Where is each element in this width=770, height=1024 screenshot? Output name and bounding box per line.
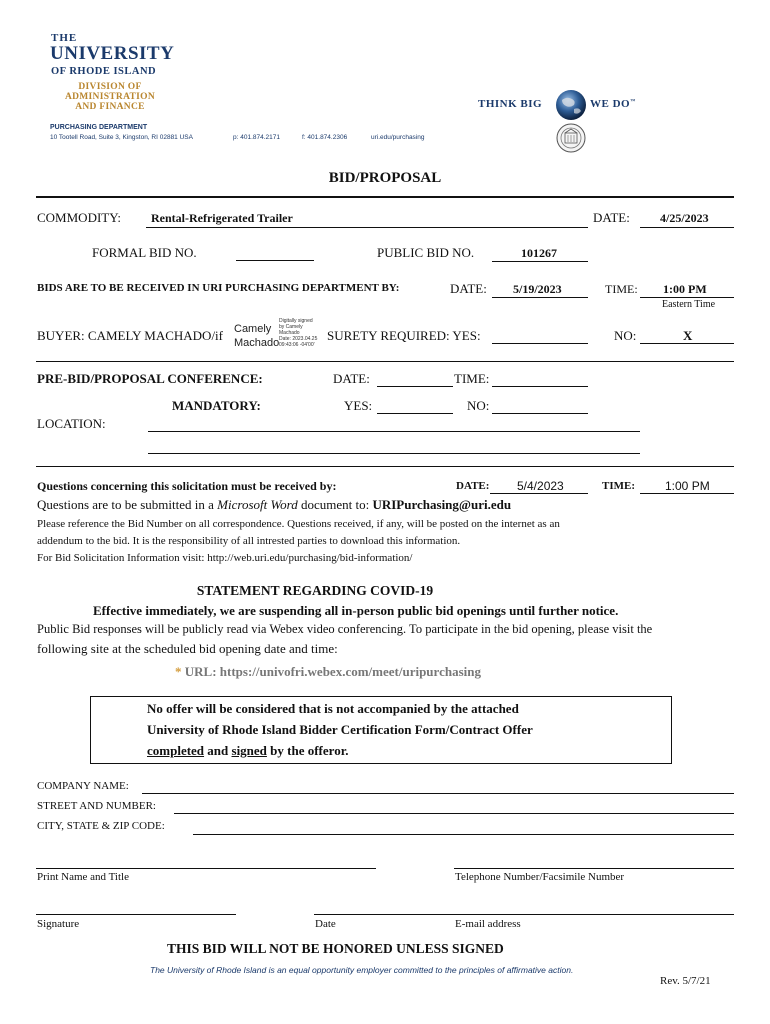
notice-line-3 bbox=[147, 743, 349, 759]
questions-date-value: 5/4/2023 bbox=[517, 479, 564, 493]
deadline-date-label: DATE: bbox=[450, 281, 487, 296]
signature-detail-3: Machado bbox=[279, 330, 300, 336]
buyer-label: BUYER: CAMELY MACHADO/if bbox=[37, 328, 223, 343]
buyer-divider bbox=[36, 361, 734, 362]
department-address: 10 Tootell Road, Suite 3, Kingston, RI 02881 USA bbox=[50, 134, 193, 141]
signature-name-2: Machado bbox=[234, 337, 280, 349]
street-field[interactable] bbox=[174, 813, 734, 814]
surety-label: SURETY REQUIRED: YES: bbox=[327, 328, 481, 343]
url-star: * bbox=[175, 664, 182, 679]
date-email-field[interactable] bbox=[314, 914, 734, 915]
division-line-1: DIVISION OF bbox=[78, 82, 142, 92]
logo-of-rhode-island: OF RHODE ISLAND bbox=[51, 66, 157, 77]
globe-icon bbox=[554, 88, 588, 122]
mandatory-no-line bbox=[492, 413, 588, 414]
covid-body-1: Public Bid responses will be publicly read via Webex video conferencing. To participate in the bid opening, please visit the bbox=[37, 622, 653, 636]
location-label: LOCATION: bbox=[37, 416, 106, 431]
submit-text-mid: document to: bbox=[297, 497, 373, 512]
logo-division bbox=[58, 82, 162, 112]
department-phone: p: 401.874.2171 bbox=[233, 134, 280, 141]
deadline-timezone: Eastern Time bbox=[662, 299, 716, 310]
signature-name-1: Camely bbox=[234, 323, 272, 335]
notice-and: and bbox=[204, 743, 232, 758]
commodity-date-label: DATE: bbox=[593, 210, 630, 225]
notice-completed: completed bbox=[147, 743, 205, 758]
questions-time-value: 1:00 PM bbox=[665, 479, 710, 493]
covid-title: STATEMENT REGARDING COVID-19 bbox=[196, 583, 434, 598]
signature-detail-2: by Camely bbox=[279, 324, 303, 330]
public-bid-label: PUBLIC BID NO. bbox=[377, 245, 475, 260]
bid-information-link[interactable]: For Bid Solicitation Information visit: http://web.uri.edu/purchasing/bid-information/ bbox=[37, 552, 413, 564]
formal-bid-line bbox=[236, 260, 314, 261]
questions-time-line bbox=[640, 493, 734, 494]
covid-body-2: following site at the scheduled bid opening date and time: bbox=[37, 641, 338, 656]
commodity-value: Rental-Refrigerated Trailer bbox=[151, 211, 293, 225]
print-name-field[interactable] bbox=[36, 868, 376, 869]
digital-signature-details bbox=[279, 318, 317, 348]
formal-bid-label: FORMAL BID NO. bbox=[92, 245, 197, 260]
department-fax: f: 401.874.2306 bbox=[302, 134, 348, 141]
deadline-label: BIDS ARE TO BE RECEIVED IN URI PURCHASING DEPARTMENT BY: bbox=[37, 282, 400, 294]
phone-field[interactable] bbox=[454, 868, 734, 869]
url-text: URL: https://univofri.webex.com/meet/uripurchasing bbox=[181, 664, 481, 679]
notice-line-1: No offer will be considered that is not accompanied by the attached bbox=[147, 701, 519, 716]
we-do-text: WE DO bbox=[590, 98, 631, 110]
not-honored-notice: THIS BID WILL NOT BE HONORED UNLESS SIGNED bbox=[167, 941, 504, 956]
print-name-label: Print Name and Title bbox=[37, 871, 129, 883]
surety-no-line bbox=[640, 343, 734, 344]
division-line-3: AND FINANCE bbox=[75, 102, 145, 112]
mandatory-yes-label: YES: bbox=[344, 398, 373, 413]
conference-label: PRE-BID/PROPOSAL CONFERENCE: bbox=[37, 371, 263, 386]
signature-label: Signature bbox=[37, 918, 80, 930]
eeo-statement: The University of Rhode Island is an equal opportunity employer committed to the principles of affirmative action. bbox=[150, 965, 574, 975]
questions-date-label: DATE: bbox=[456, 480, 490, 492]
reference-line-2: addendum to the bid. It is the responsibility of all intrested parties to download this information. bbox=[37, 535, 461, 547]
revision-date: Rev. 5/7/21 bbox=[660, 975, 711, 987]
city-field[interactable] bbox=[193, 834, 734, 835]
university-seal-icon bbox=[554, 123, 588, 153]
location-line-2 bbox=[148, 453, 640, 454]
conference-time-label: TIME: bbox=[454, 371, 490, 386]
questions-time-label: TIME: bbox=[602, 480, 635, 492]
trademark: ™ bbox=[630, 99, 636, 105]
public-bid-value: 101267 bbox=[521, 246, 557, 260]
surety-no-value: X bbox=[683, 328, 693, 343]
notice-tail: by the offeror. bbox=[266, 743, 349, 758]
department-web: uri.edu/purchasing bbox=[371, 134, 425, 141]
tagline-think-big: THINK BIG bbox=[478, 98, 543, 110]
division-line-2: ADMINISTRATION bbox=[64, 92, 156, 102]
mandatory-no-label: NO: bbox=[467, 398, 490, 413]
mandatory-yes-line bbox=[377, 413, 453, 414]
purchasing-department: PURCHASING DEPARTMENT bbox=[50, 124, 148, 131]
date-label: Date bbox=[315, 918, 336, 930]
signature-field[interactable] bbox=[36, 914, 236, 915]
city-label: CITY, STATE & ZIP CODE: bbox=[37, 820, 165, 832]
page-title: BID/PROPOSAL bbox=[328, 170, 442, 186]
questions-label: Questions concerning this solicitation must be received by: bbox=[37, 479, 337, 493]
mandatory-label: MANDATORY: bbox=[172, 398, 261, 413]
commodity-date-value: 4/25/2023 bbox=[660, 211, 709, 225]
webex-url-link[interactable] bbox=[175, 664, 481, 680]
conference-time-line bbox=[492, 386, 588, 387]
commodity-date-line bbox=[640, 227, 734, 228]
deadline-date-value: 5/19/2023 bbox=[513, 282, 562, 296]
street-label: STREET AND NUMBER: bbox=[37, 800, 156, 812]
tagline-we-do bbox=[590, 98, 636, 110]
company-name-field[interactable] bbox=[142, 793, 734, 794]
conference-divider bbox=[36, 466, 734, 467]
deadline-time-line bbox=[640, 297, 734, 298]
deadline-date-line bbox=[492, 297, 588, 298]
commodity-label: COMMODITY: bbox=[37, 210, 122, 225]
submit-text-pre: Questions are to be submitted in a bbox=[37, 497, 218, 512]
public-bid-line bbox=[492, 261, 588, 262]
signature-detail-4: Date: 2023.04.25 bbox=[279, 336, 318, 342]
buyer-digital-signature bbox=[234, 322, 279, 350]
covid-subtitle: Effective immediately, we are suspending all in-person public bid openings until further notice. bbox=[93, 603, 619, 618]
signature-detail-5: 09:43:06 -04'00' bbox=[279, 342, 315, 348]
deadline-time-value: 1:00 PM bbox=[663, 282, 707, 296]
deadline-time-label: TIME: bbox=[605, 282, 638, 296]
company-name-label: COMPANY NAME: bbox=[37, 780, 129, 792]
conference-date-line bbox=[377, 386, 453, 387]
purchasing-email-link[interactable]: URIPurchasing@uri.edu bbox=[372, 497, 512, 512]
conference-date-label: DATE: bbox=[333, 371, 370, 386]
notice-signed: signed bbox=[231, 743, 267, 758]
email-label: E-mail address bbox=[455, 918, 521, 930]
signature-detail-1: Digitally signed bbox=[279, 318, 313, 324]
logo-the: THE bbox=[51, 32, 78, 44]
questions-submit-line bbox=[37, 497, 511, 513]
commodity-line bbox=[146, 227, 588, 228]
phone-label: Telephone Number/Facsimile Number bbox=[455, 871, 625, 883]
submit-text-word: Microsoft Word bbox=[217, 497, 298, 512]
notice-line-2: University of Rhode Island Bidder Certification Form/Contract Offer bbox=[147, 722, 533, 737]
logo-university: UNIVERSITY bbox=[50, 43, 175, 64]
surety-yes-line bbox=[492, 343, 588, 344]
reference-line-1: Please reference the Bid Number on all correspondence. Questions received, if any, will be posted on the internet as an bbox=[37, 518, 560, 530]
location-line-1 bbox=[148, 431, 640, 432]
questions-date-line bbox=[490, 493, 588, 494]
title-divider bbox=[36, 196, 734, 198]
surety-no-label: NO: bbox=[614, 328, 637, 343]
